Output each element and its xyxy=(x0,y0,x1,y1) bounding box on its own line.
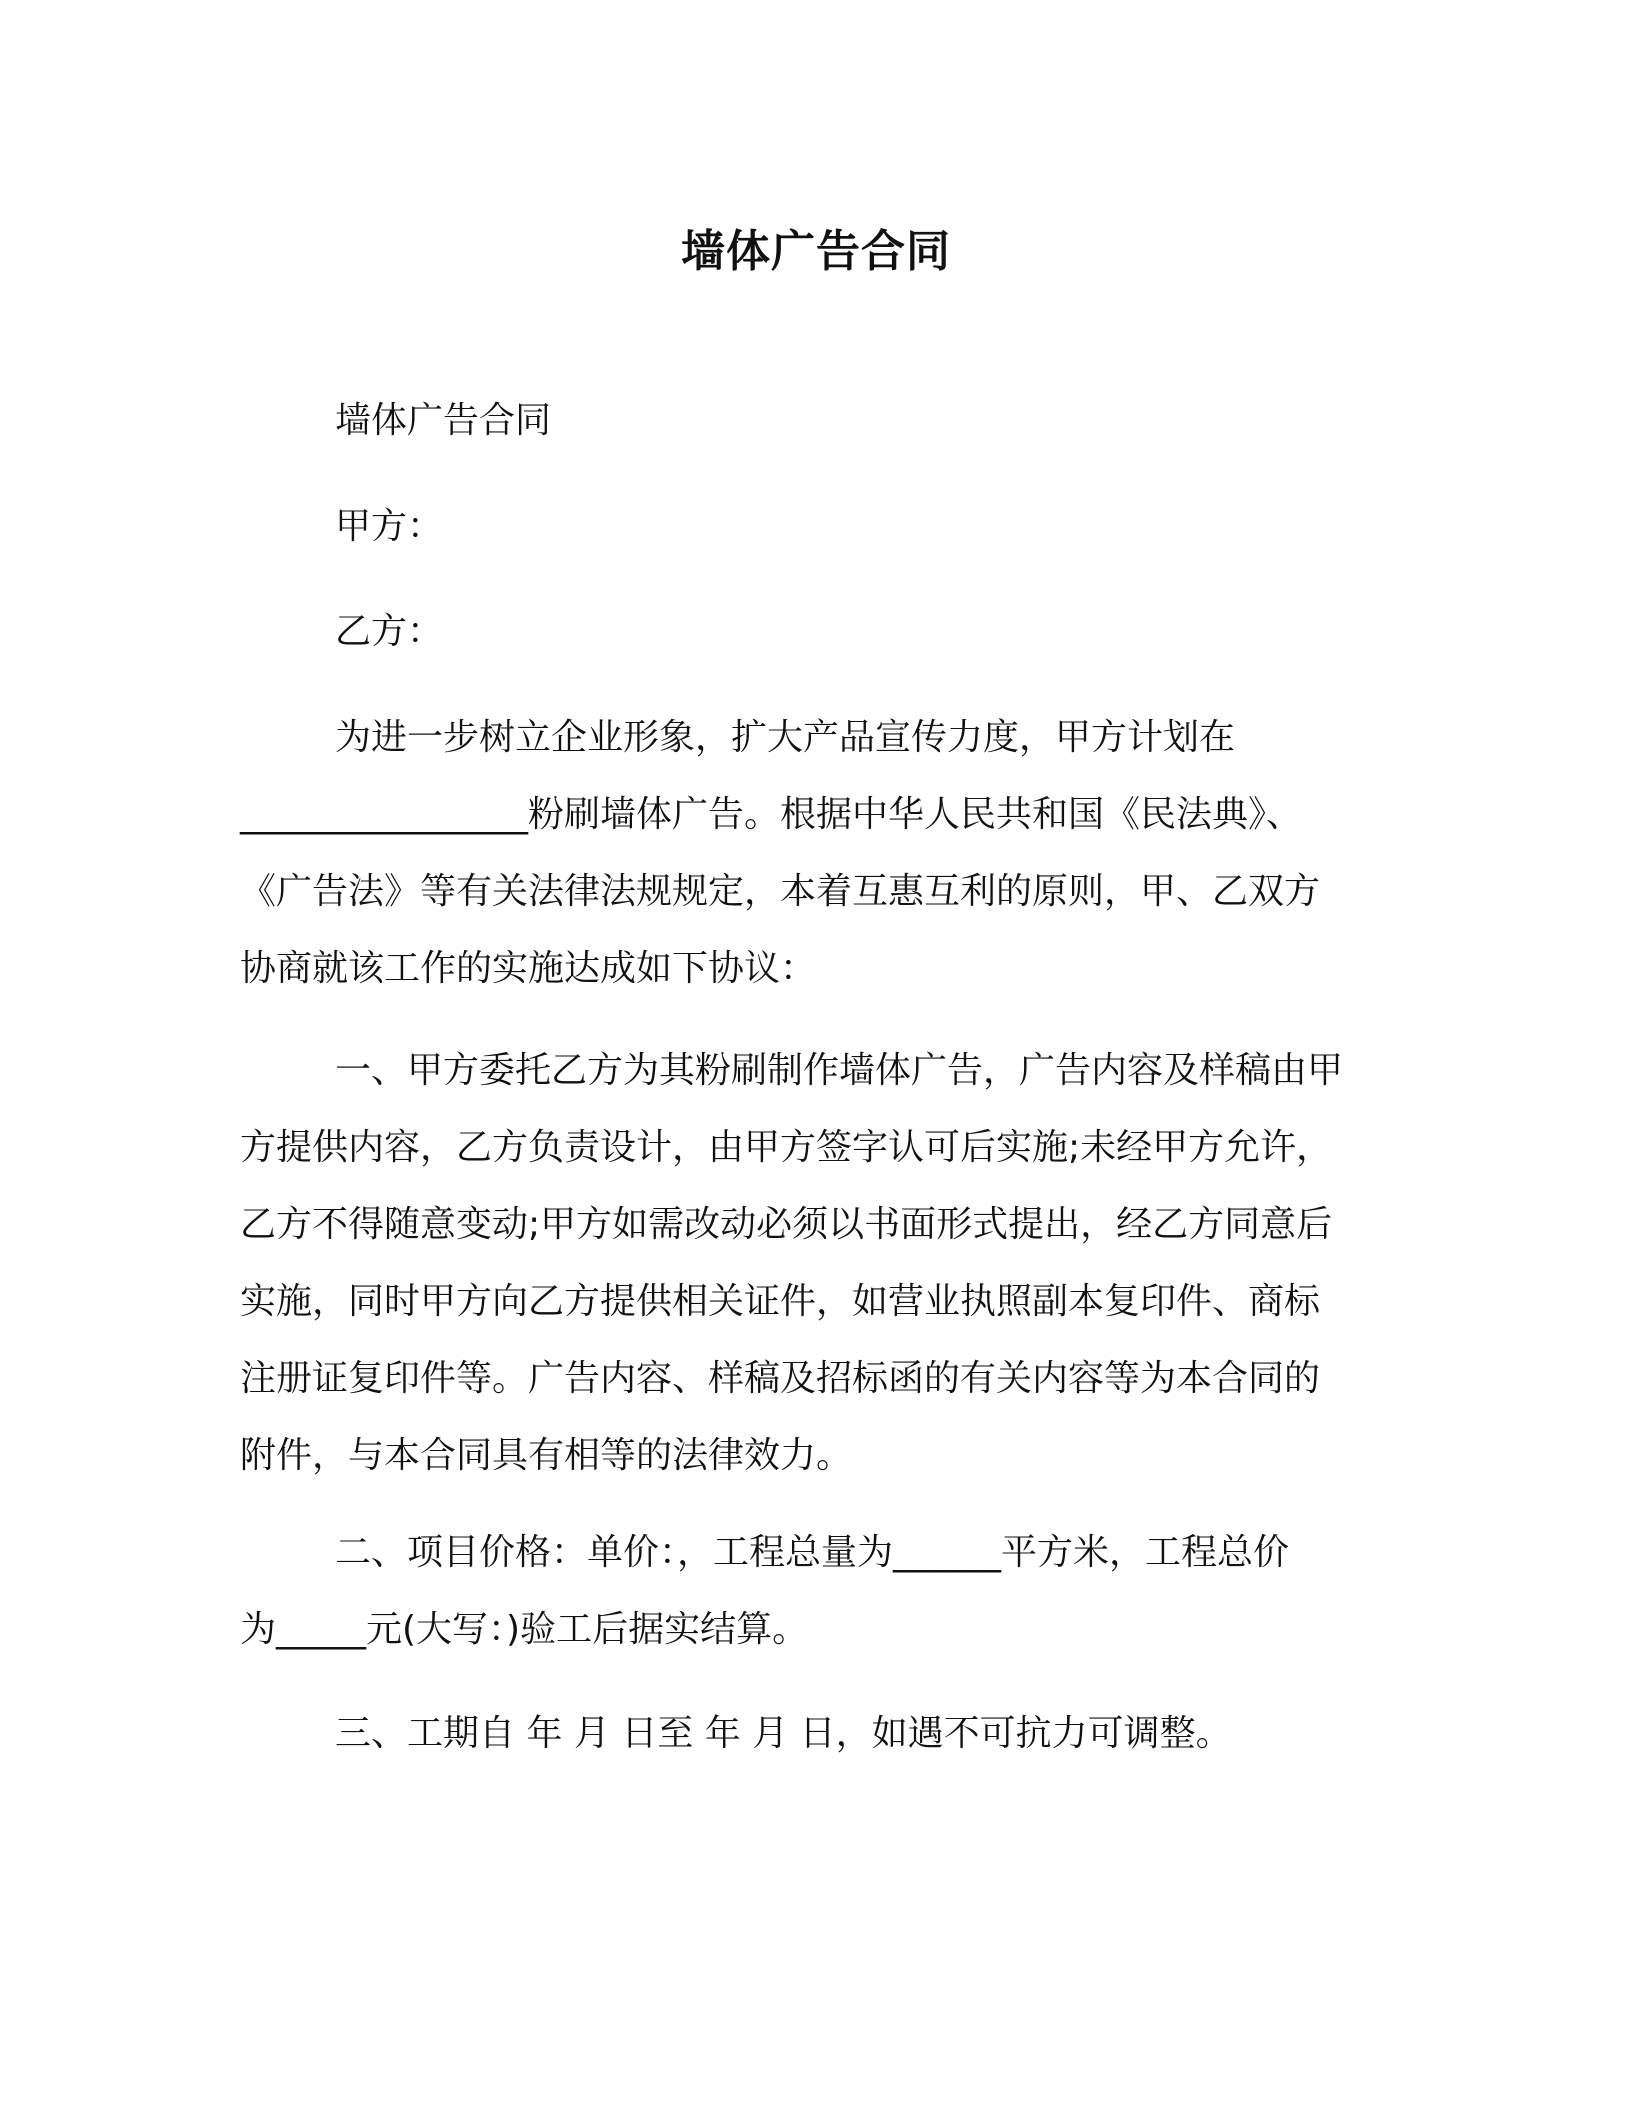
preamble-line: ________________粉刷墙体广告。根据中华人民共和国《民法典》、 xyxy=(240,794,1303,835)
clause-2-line: 为_____元(大写：)验工后据实结算。 xyxy=(240,1609,809,1650)
party-b-label xyxy=(240,593,1485,670)
preamble-line: 协商就该工作的实施达成如下协议： xyxy=(240,948,817,989)
subtitle-line: 墙体广告合同 xyxy=(335,400,552,441)
clause-1-line: 附件，与本合同具有相等的法律效力。 xyxy=(240,1435,853,1476)
clause-2-line: 二、项目价格：单价：，工程总量为______平方米，工程总价 xyxy=(335,1532,1290,1573)
clause-3-line: 三、工期自 年 月 日至 年 月 日，如遇不可抗力可调整。 xyxy=(335,1713,1232,1754)
clause-2-paragraph xyxy=(240,1514,1390,1668)
party-b-line: 乙方： xyxy=(335,611,444,652)
party-a-label xyxy=(240,488,1485,565)
clause-1-line: 注册证复印件等。广告内容、样稿及招标函的有关内容等为本合同的 xyxy=(240,1358,1321,1399)
clause-1-paragraph xyxy=(240,1032,1390,1494)
clause-1-line: 实施，同时甲方向乙方提供相关证件，如营业执照副本复印件、商标 xyxy=(240,1281,1321,1322)
clause-3-paragraph xyxy=(240,1695,1390,1772)
document-title: 墙体广告合同 xyxy=(681,226,951,277)
preamble-paragraph xyxy=(240,699,1390,1007)
preamble-line: 《广告法》等有关法律法规规定，本着互惠互利的原则，甲、乙双方 xyxy=(240,871,1321,912)
subtitle xyxy=(240,382,1485,459)
preamble-line: 为进一步树立企业形象，扩大产品宣传力度，甲方计划在 xyxy=(335,717,1236,758)
clause-1-line: 乙方不得随意变动;甲方如需改动必须以书面形式提出，经乙方同意后 xyxy=(240,1204,1333,1245)
clause-1-line: 一、甲方委托乙方为其粉刷制作墙体广告，广告内容及样稿由甲 xyxy=(335,1050,1344,1091)
clause-1-line: 方提供内容，乙方负责设计，由甲方签字认可后实施;未经甲方允许， xyxy=(240,1127,1333,1168)
party-a-line: 甲方： xyxy=(335,506,444,547)
